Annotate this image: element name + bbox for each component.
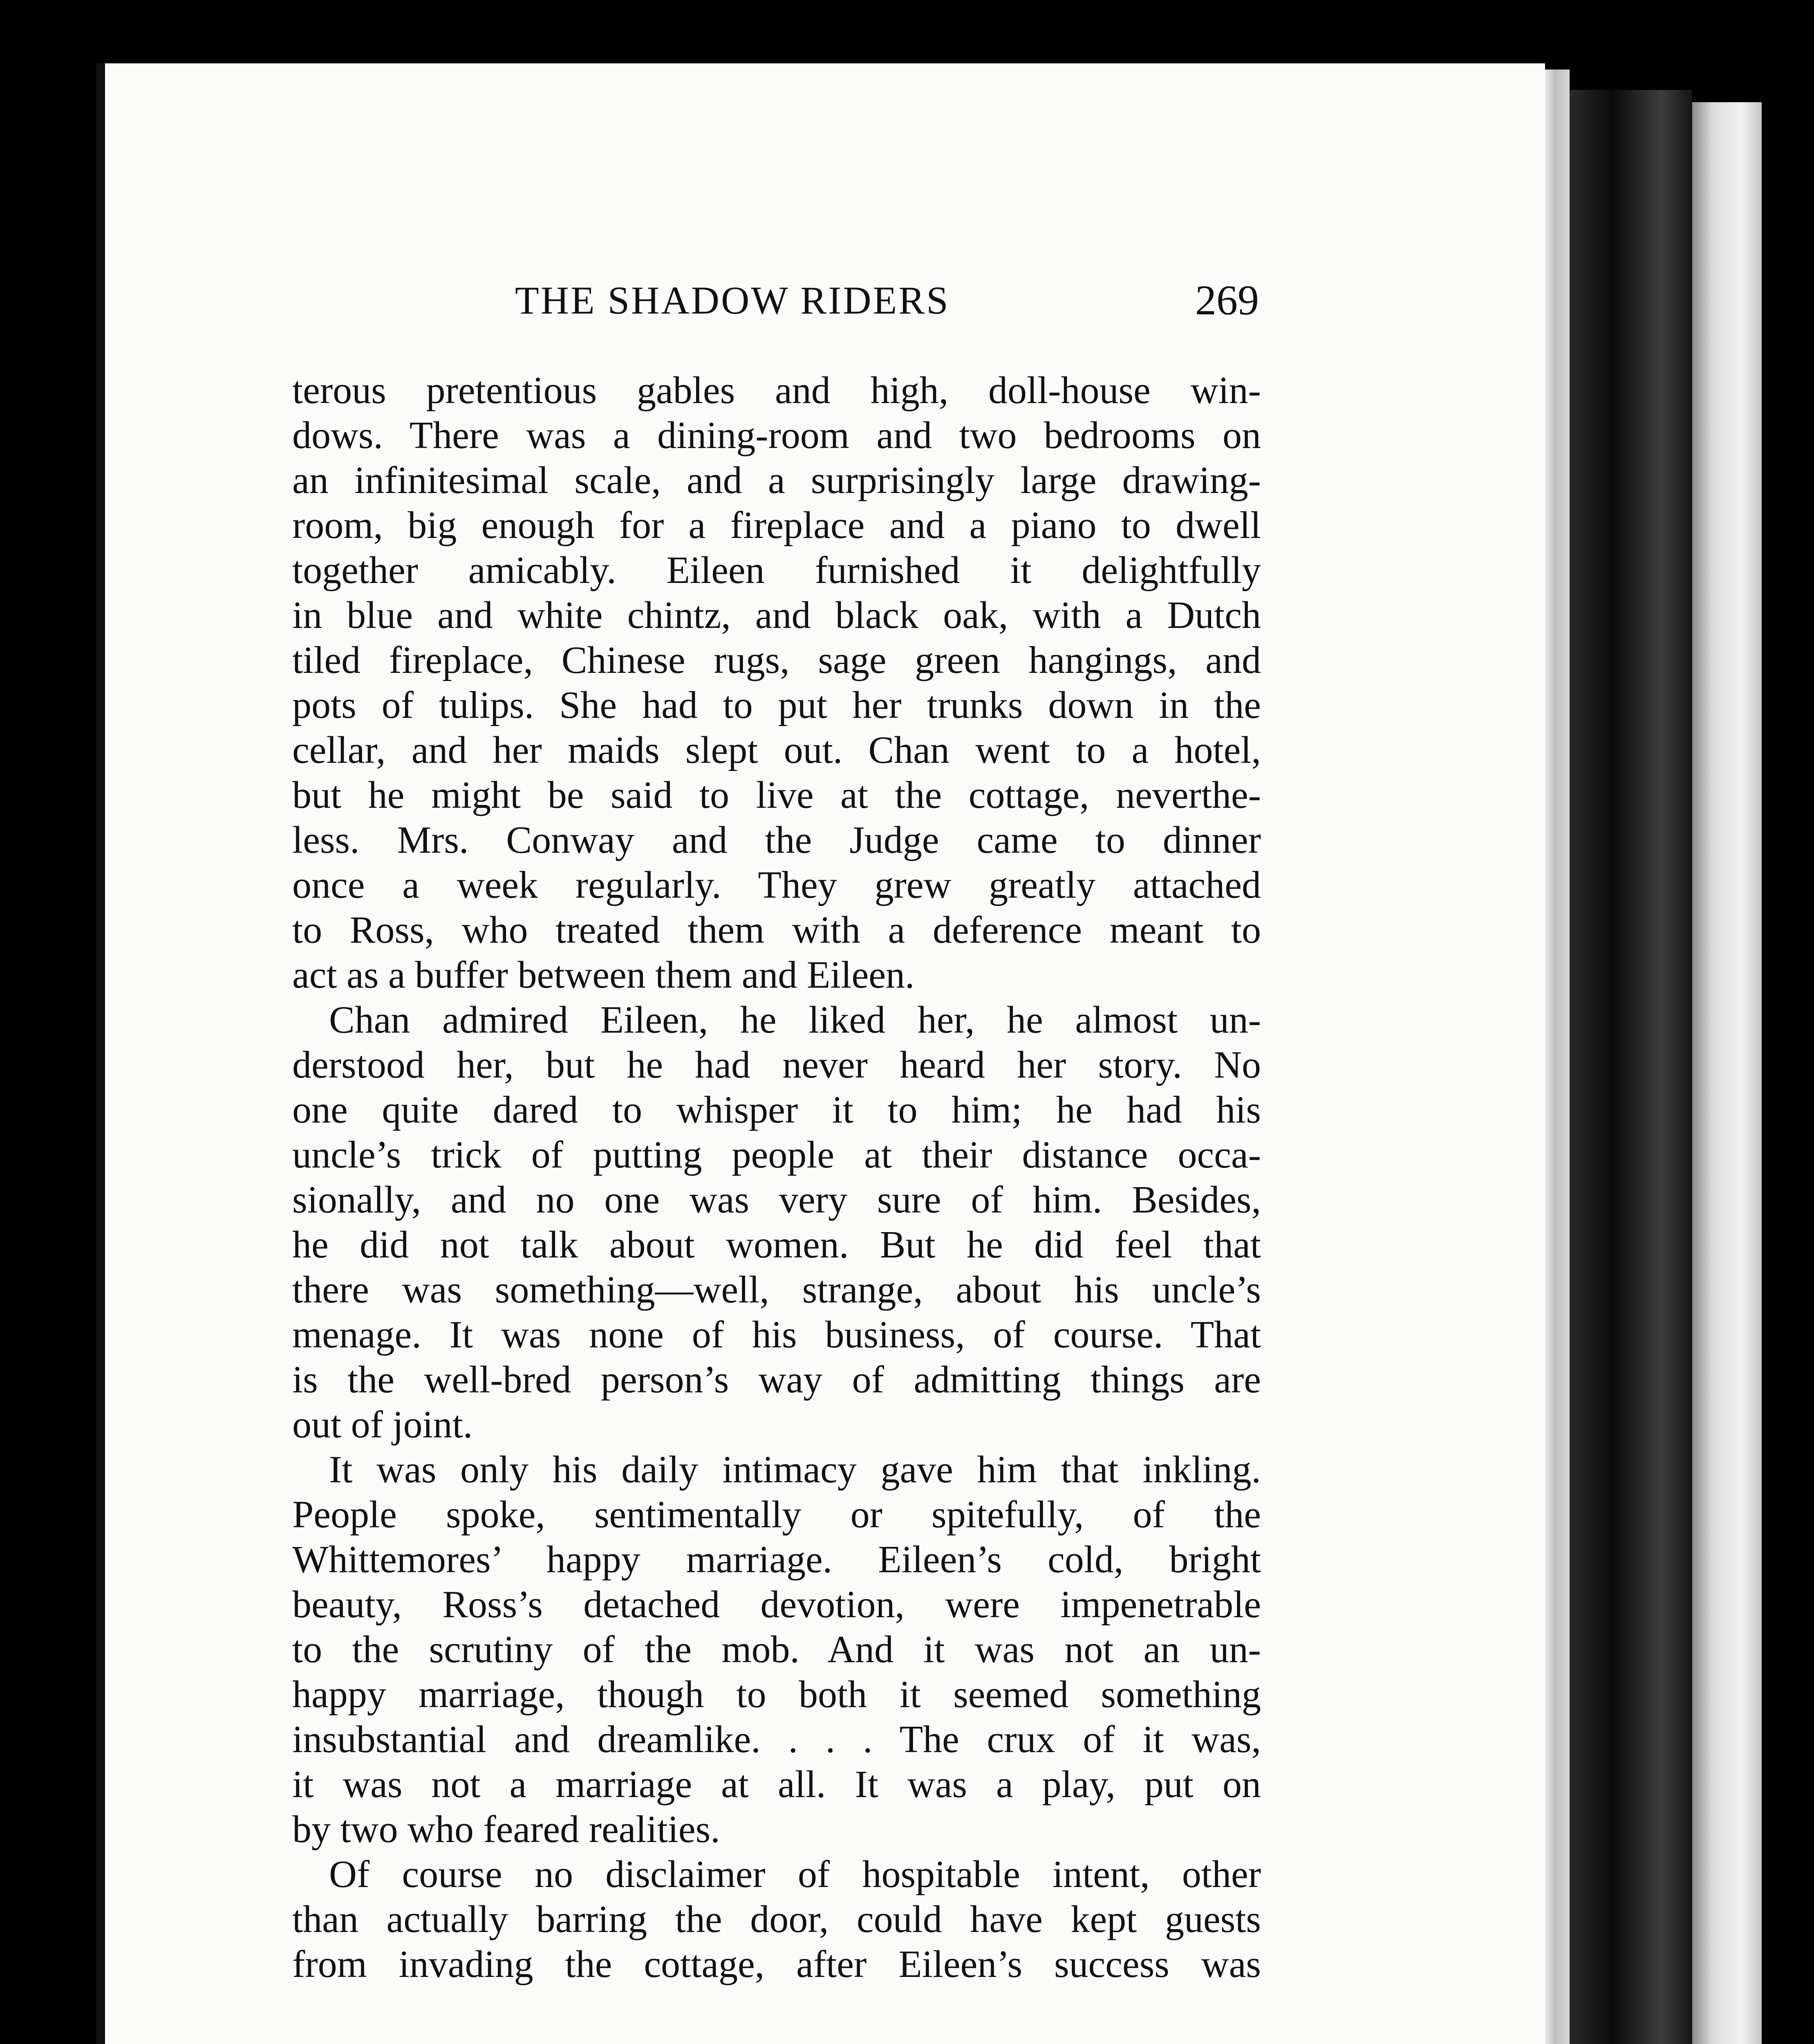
text-line: Whittemores’ happy marriage. Eileen’s cold, bright <box>292 1538 1261 1581</box>
text-line: in blue and white chintz, and black oak, with a Dutch <box>292 594 1261 637</box>
text-line: to Ross, who treated them with a deference meant to <box>292 909 1261 951</box>
text-line: menage. It was none of his business, of course. That <box>292 1313 1261 1356</box>
running-head-title: THE SHADOW RIDERS <box>515 278 950 322</box>
text-line: it was not a marriage at all. It was a play, put on <box>292 1763 1261 1806</box>
text-line: less. Mrs. Conway and the Judge came to dinner <box>292 819 1261 861</box>
paragraph-first-line: It was only his daily intimacy gave him that inkling. <box>329 1448 1261 1491</box>
text-line: out of joint. <box>292 1403 473 1446</box>
text-line: uncle’s trick of putting people at their distance occa- <box>292 1134 1261 1176</box>
text-line: to the scrutiny of the mob. And it was not an un- <box>292 1628 1261 1671</box>
text-line: act as a buffer between them and Eileen. <box>292 954 915 996</box>
text-line: happy marriage, though to both it seemed something <box>292 1673 1261 1716</box>
facing-page-edge <box>1692 102 1762 2044</box>
text-line: cellar, and her maids slept out. Chan went to a hotel, <box>292 729 1261 771</box>
text-line: once a week regularly. They grew greatly attached <box>292 864 1261 906</box>
text-line: dows. There was a dining-room and two bedrooms on <box>292 414 1261 457</box>
text-line: derstood her, but he had never heard her story. No <box>292 1044 1261 1086</box>
text-line: he did not talk about women. But he did feel that <box>292 1224 1261 1266</box>
text-line: People spoke, sentimentally or spitefully, of the <box>292 1493 1261 1536</box>
text-line: from invading the cottage, after Eileen’s success was <box>292 1943 1261 1986</box>
paragraph-first-line: Of course no disclaimer of hospitable intent, other <box>329 1853 1261 1896</box>
text-line: pots of tulips. She had to put her trunks down in the <box>292 684 1261 726</box>
text-line: by two who feared realities. <box>292 1808 720 1851</box>
text-line: there was something—well, strange, about his uncle’s <box>292 1269 1261 1311</box>
running-head <box>298 270 1259 331</box>
text-line: than actually barring the door, could have kept guests <box>292 1898 1261 1941</box>
text-line: but he might be said to live at the cottage, neverthe- <box>292 774 1261 816</box>
text-line: insubstantial and dreamlike. . . . The crux of it was, <box>292 1718 1261 1761</box>
text-line: terous pretentious gables and high, doll-house win- <box>292 369 1261 412</box>
text-line: beauty, Ross’s detached devotion, were impenetrable <box>292 1583 1261 1626</box>
text-line: together amicably. Eileen furnished it delightfully <box>292 549 1261 592</box>
text-line: tiled fireplace, Chinese rugs, sage green hangings, and <box>292 639 1261 681</box>
body-text <box>292 368 1261 1987</box>
page-edge <box>1545 69 1570 2044</box>
text-line: an infinitesimal scale, and a surprisingly large drawing- <box>292 459 1261 502</box>
paragraph-first-line: Chan admired Eileen, he liked her, he almost un- <box>329 999 1261 1041</box>
text-line: one quite dared to whisper it to him; he had his <box>292 1089 1261 1131</box>
text-line: sionally, and no one was very sure of him. Besides, <box>292 1179 1261 1221</box>
gutter-shadow <box>1570 90 1692 2044</box>
text-line: room, big enough for a fireplace and a piano to dwell <box>292 504 1261 547</box>
page-number: 269 <box>1195 277 1259 324</box>
text-line: is the well-bred person’s way of admitting things are <box>292 1358 1261 1401</box>
